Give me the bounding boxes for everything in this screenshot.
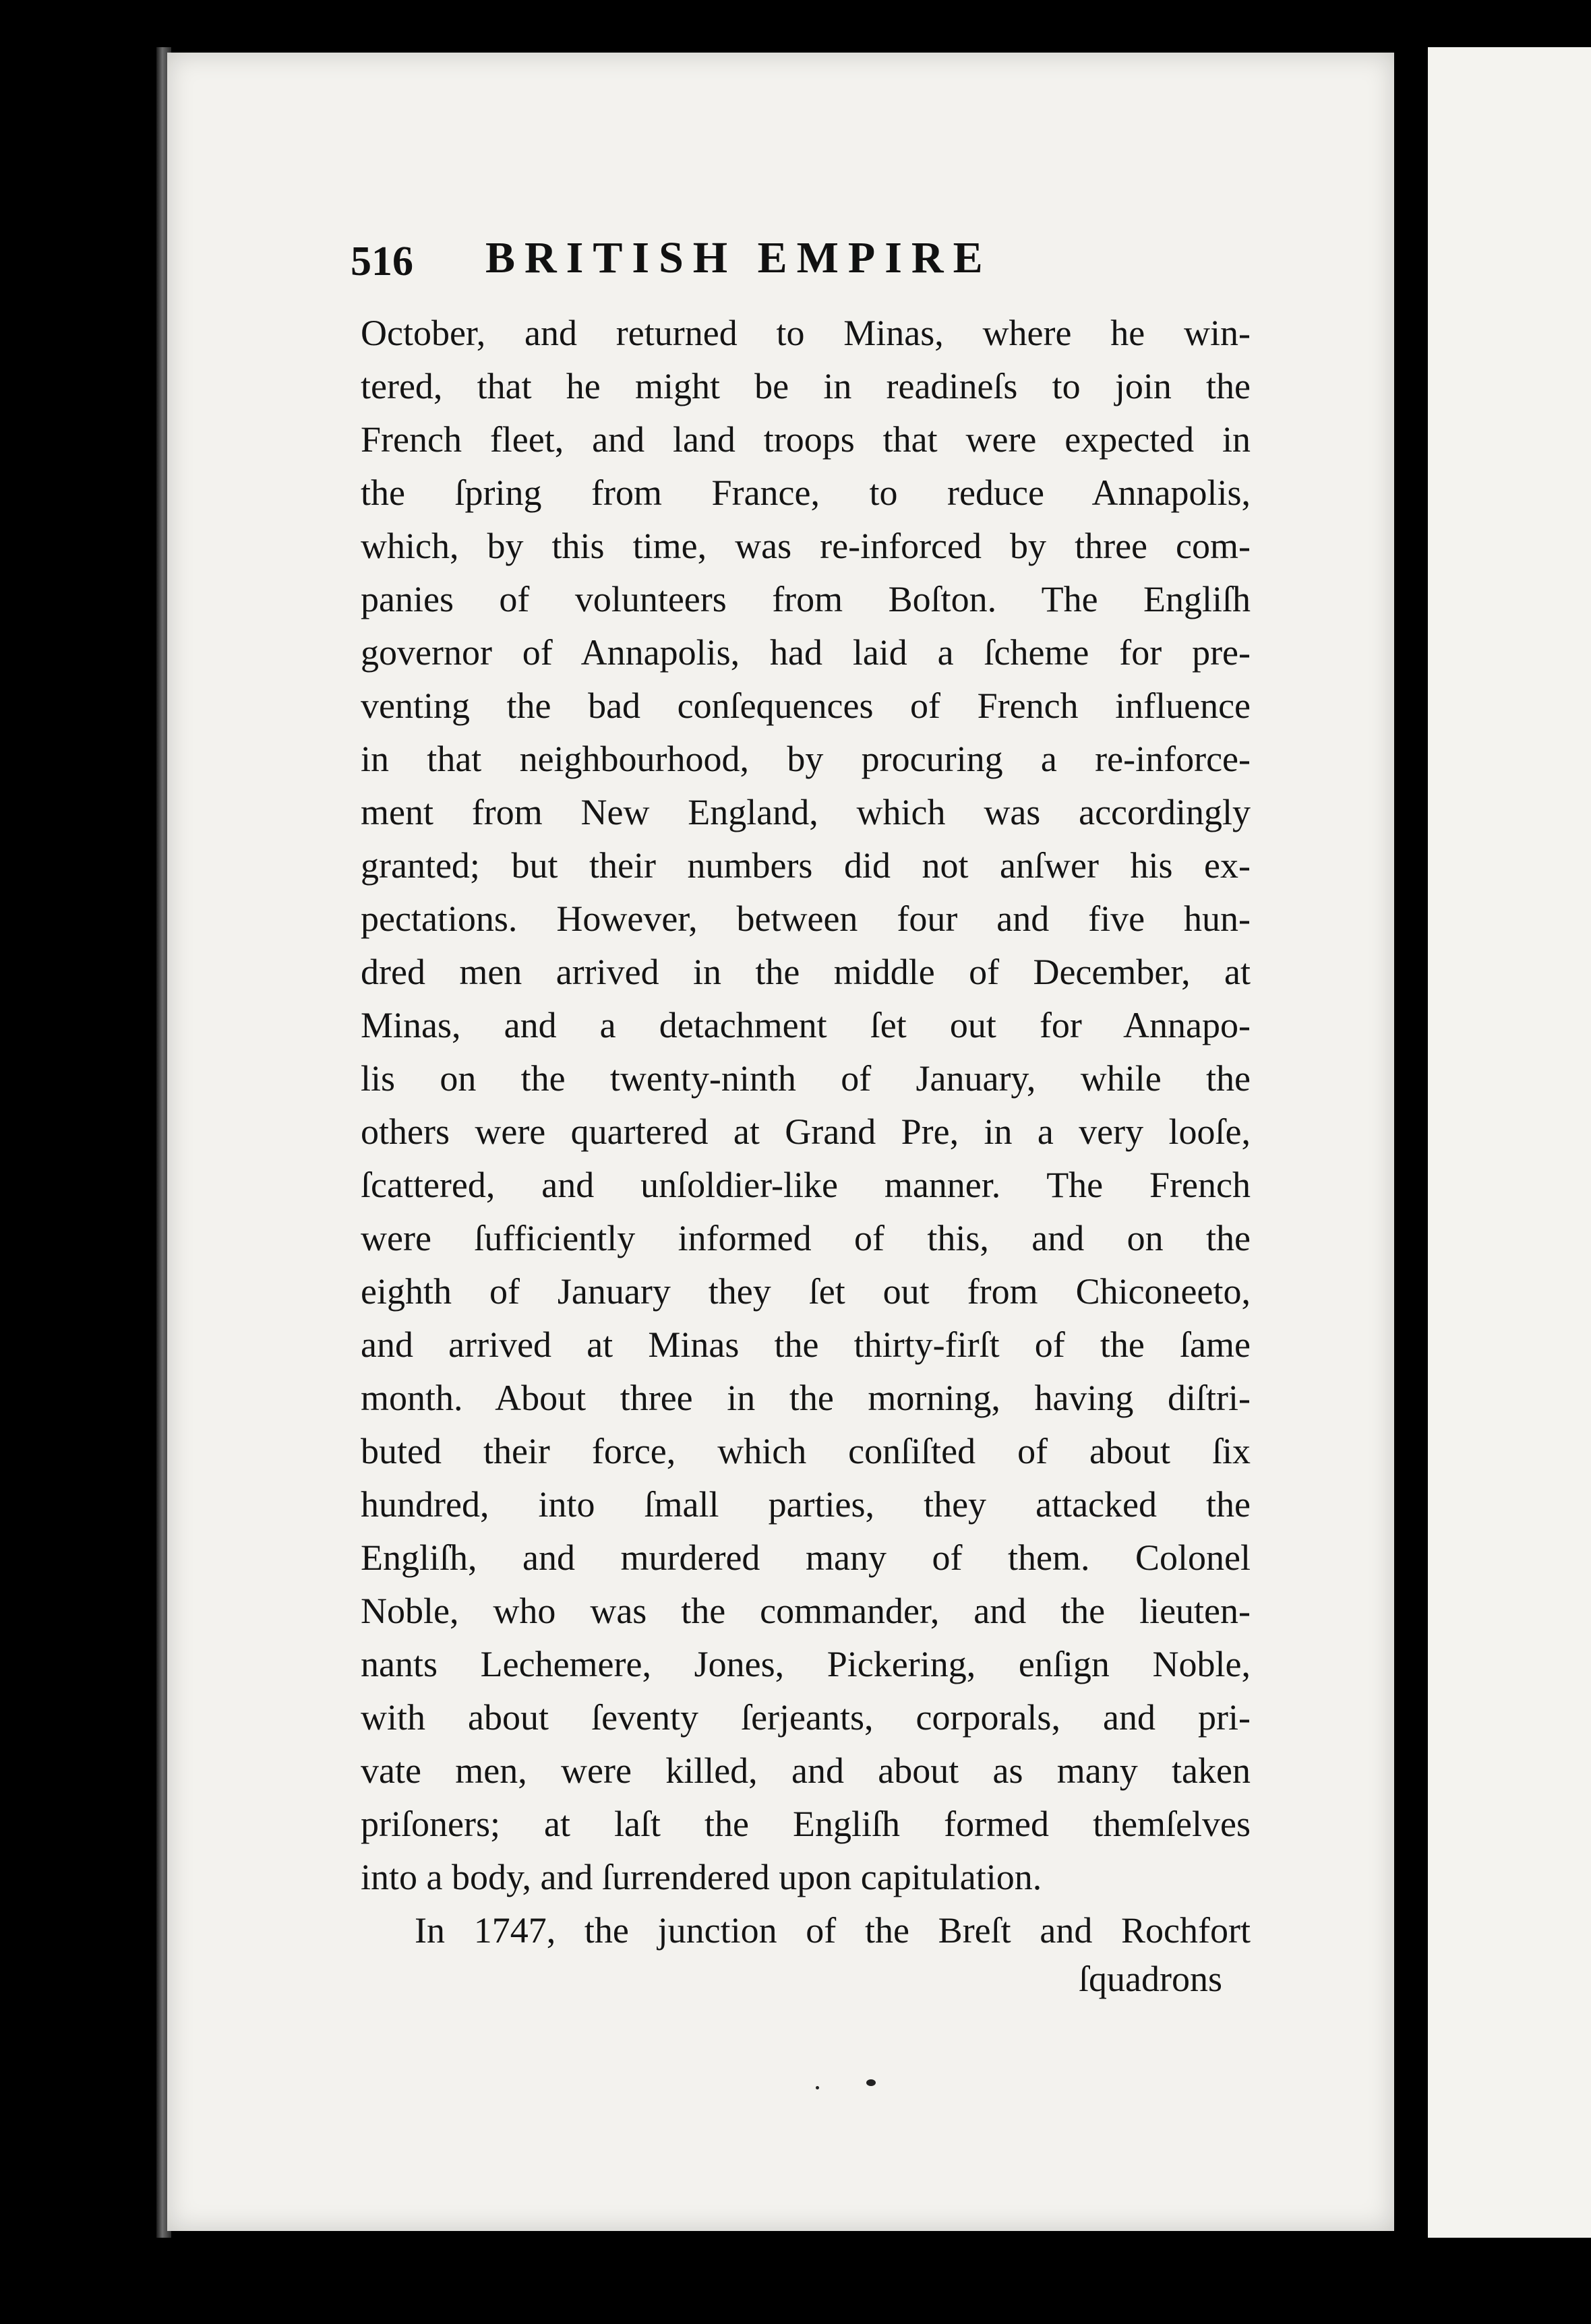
text-line: lis on the twenty-ninth of January, while the (361, 1058, 1251, 1099)
page-header (351, 233, 1227, 300)
text-line: October, and returned to Minas, where he win- (361, 313, 1251, 353)
text-line: panies of volunteers from Boſton. The Engliſh (361, 579, 1251, 619)
running-title: BRITISH EMPIRE (485, 233, 992, 282)
text-line: eighth of January they ſet out from Chiconeeto, (361, 1271, 1251, 1312)
text-line: governor of Annapolis, had laid a ſcheme for pre- (361, 632, 1251, 673)
text-line: Minas, and a detachment ſet out for Annapo- (361, 1005, 1251, 1045)
text-line: which, by this time, was re-inforced by three com- (361, 526, 1251, 566)
text-line: vate men, were killed, and about as many taken (361, 1750, 1251, 1791)
text-line: and arrived at Minas the thirty-firſt of the ſame (361, 1324, 1251, 1365)
text-line: month. About three in the morning, having diſtri- (361, 1378, 1251, 1418)
text-line: the ſpring from France, to reduce Annapolis, (361, 472, 1251, 513)
text-line: French fleet, and land troops that were expected in (361, 419, 1251, 460)
text-line: venting the bad conſequences of French influence (361, 685, 1251, 726)
text-line: priſoners; at laſt the Engliſh formed themſelves (361, 1804, 1251, 1844)
ink-speck (866, 2079, 876, 2086)
text-line: tered, that he might be in readineſs to join the (361, 366, 1251, 406)
page-gutter (1394, 40, 1428, 2244)
text-line: granted; but their numbers did not anſwer his ex- (361, 845, 1251, 886)
catchword: ſquadrons (1079, 1959, 1222, 1999)
facing-page-edge (1428, 47, 1591, 2238)
text-line: with about ſeventy ſerjeants, corporals, and pri- (361, 1697, 1251, 1738)
body-text (361, 307, 1251, 1957)
text-line: ſcattered, and unſoldier-like manner. The French (361, 1165, 1251, 1205)
text-line: Engliſh, and murdered many of them. Colonel (361, 1537, 1251, 1578)
text-line: dred men arrived in the middle of December, at (361, 952, 1251, 992)
paragraph-start-line: In 1747, the junction of the Breſt and Rochfort (415, 1910, 1251, 1951)
text-line: buted their force, which conſiſted of about ſix (361, 1431, 1251, 1471)
text-line: ment from New England, which was accordingly (361, 792, 1251, 832)
text-line: hundred, into ſmall parties, they attacked the (361, 1484, 1251, 1525)
page-number: 516 (351, 239, 413, 284)
text-line: Noble, who was the commander, and the lieuten- (361, 1591, 1251, 1631)
text-line: into a body, and ſurrendered upon capitulation. (361, 1857, 1042, 1897)
text-line: in that neighbourhood, by procuring a re-inforce- (361, 739, 1251, 779)
text-line: others were quartered at Grand Pre, in a very looſe, (361, 1111, 1251, 1152)
text-line: were ſufficiently informed of this, and on the (361, 1218, 1251, 1258)
text-line: nants Lechemere, Jones, Pickering, enſign Noble, (361, 1644, 1251, 1684)
text-line: pectations. However, between four and five hun- (361, 898, 1251, 939)
ink-speck (816, 2086, 819, 2089)
